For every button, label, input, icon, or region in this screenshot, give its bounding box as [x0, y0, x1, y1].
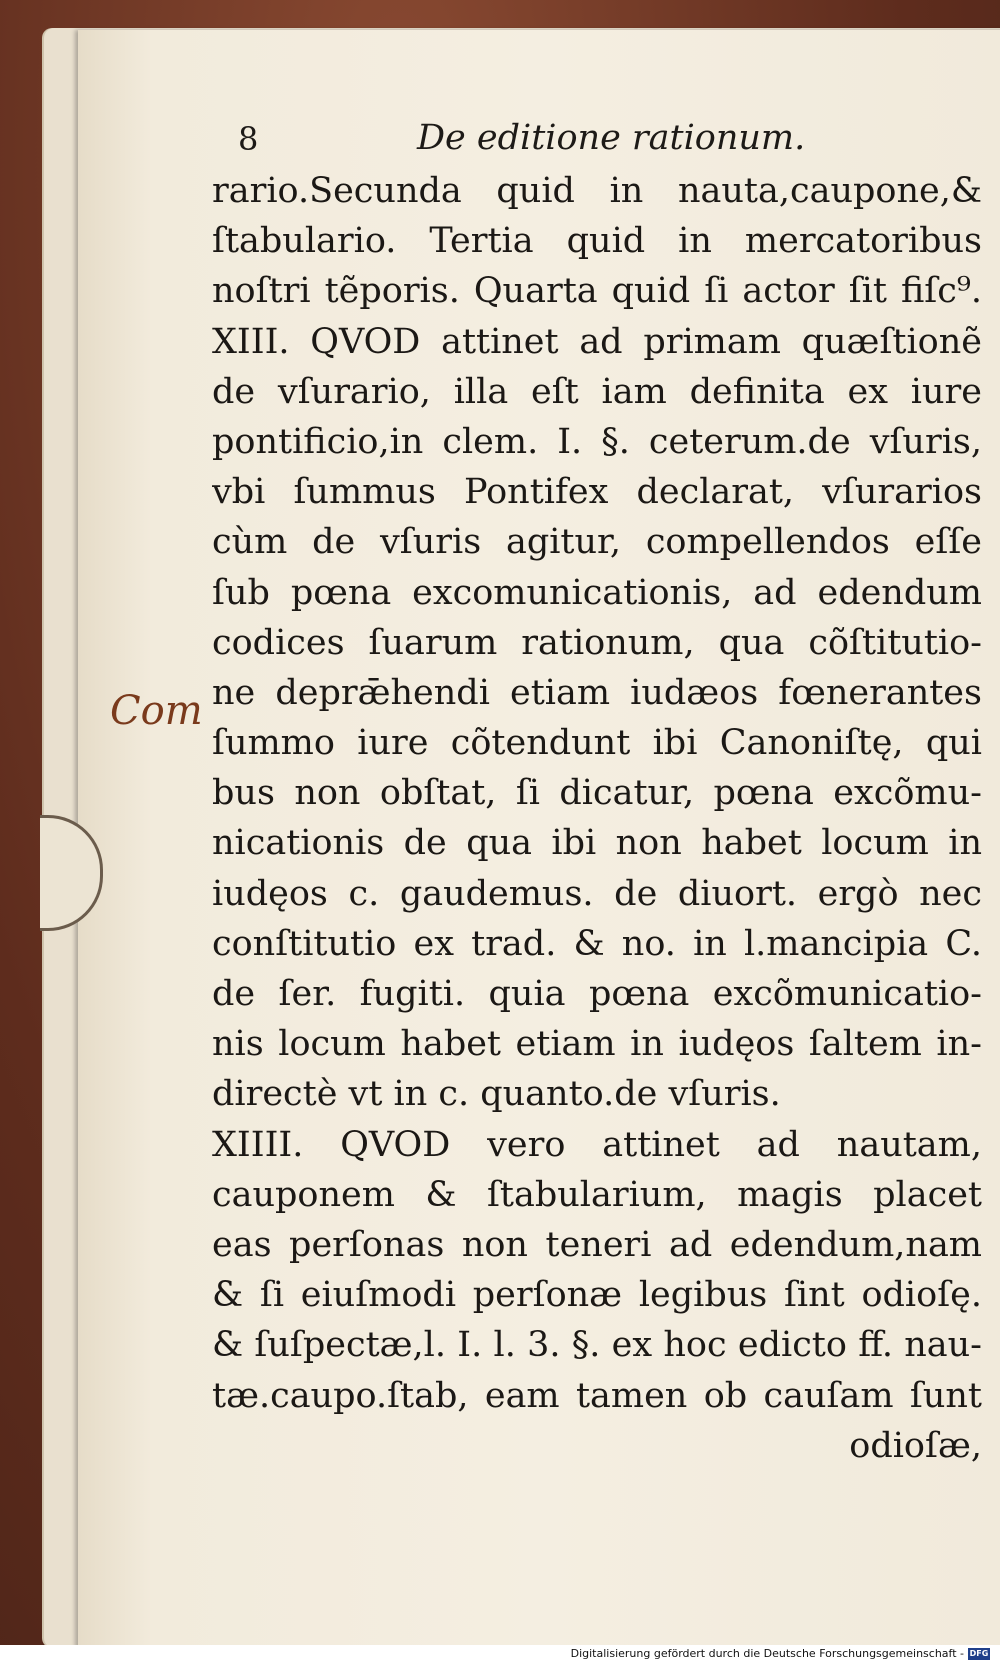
handwritten-margin-note: Com: [110, 688, 203, 734]
text-line: noſtri tẽporis. Quarta quid ſi actor ſit fiſc⁹.: [212, 271, 982, 312]
text-line: pontificio,in clem. I. §. ceterum.de vſuris,: [212, 421, 982, 462]
page-number: 8: [238, 120, 259, 158]
text-line: ſtabulario. Tertia quid in mercatoribus: [212, 221, 982, 262]
text-line: codices ſuarum rationum, qua cõſtitutio-: [212, 622, 982, 663]
page-header: [232, 118, 806, 168]
text-line: vbi ſummus Pontifex declarat, vſurarios: [212, 472, 982, 513]
text-line: ſummo iure cõtendunt ibi Canoniſtę, qui: [212, 723, 982, 764]
text-line: tæ.caupo.ſtab, eam tamen ob cauſam ſunt: [212, 1375, 982, 1416]
dfg-logo-icon: DFG: [969, 1648, 989, 1658]
text-line: XIIII. QVOD vero attinet ad nautam,: [212, 1124, 982, 1165]
text-line: iudęos c. gaudemus. de diuort. ergò nec: [212, 873, 982, 914]
text-line: XIII. QVOD attinet ad primam quæſtionẽ: [212, 321, 982, 362]
text-line: bus non obſtat, ſi dicatur, pœna excõmu-: [212, 773, 982, 814]
text-line: nicationis de qua ibi non habet locum in: [212, 823, 982, 864]
text-line: cauponem & ſtabularium, magis placet: [212, 1174, 982, 1215]
text-line: de vſurario, illa eſt iam definita ex iure: [212, 371, 982, 412]
text-line: ſub pœna excomunicationis, ad edendum: [212, 572, 982, 613]
text-line: & ſuſpectæ,l. I. l. 3. §. ex hoc edicto ff. nau-: [212, 1325, 982, 1366]
text-line: & ſi eiuſmodi perſonæ legibus ſint odioſę.: [212, 1275, 982, 1316]
catchword: odioſæ,: [849, 1425, 982, 1466]
body-text: [212, 166, 982, 1471]
text-line: nis locum habet etiam in iudęos ſaltem in-: [212, 1024, 982, 1065]
running-head: De editione rationum.: [417, 118, 806, 158]
text-line: directè vt in c. quanto.de vſuris.: [212, 1074, 781, 1115]
text-line: rario.Secunda quid in nauta,caupone,&: [212, 171, 982, 211]
text-line: de ſer. fugiti. quia pœna excõmunicatio-: [212, 974, 982, 1014]
text-line: ne deprǣhendi etiam iudæos fœnerantes: [212, 672, 982, 713]
text-line: cùm de vſuris agitur, compellendos eſſe: [212, 522, 982, 563]
text-line: conſtitutio ex trad. & no. in l.mancipia C.: [212, 923, 982, 964]
credit-text: Digitalisierung gefördert durch die Deutsche Forschungsgemeinschaft -: [570, 1647, 964, 1660]
digitization-credit: [571, 1647, 990, 1660]
text-line: eas perſonas non teneri ad edendum,nam: [212, 1224, 982, 1265]
